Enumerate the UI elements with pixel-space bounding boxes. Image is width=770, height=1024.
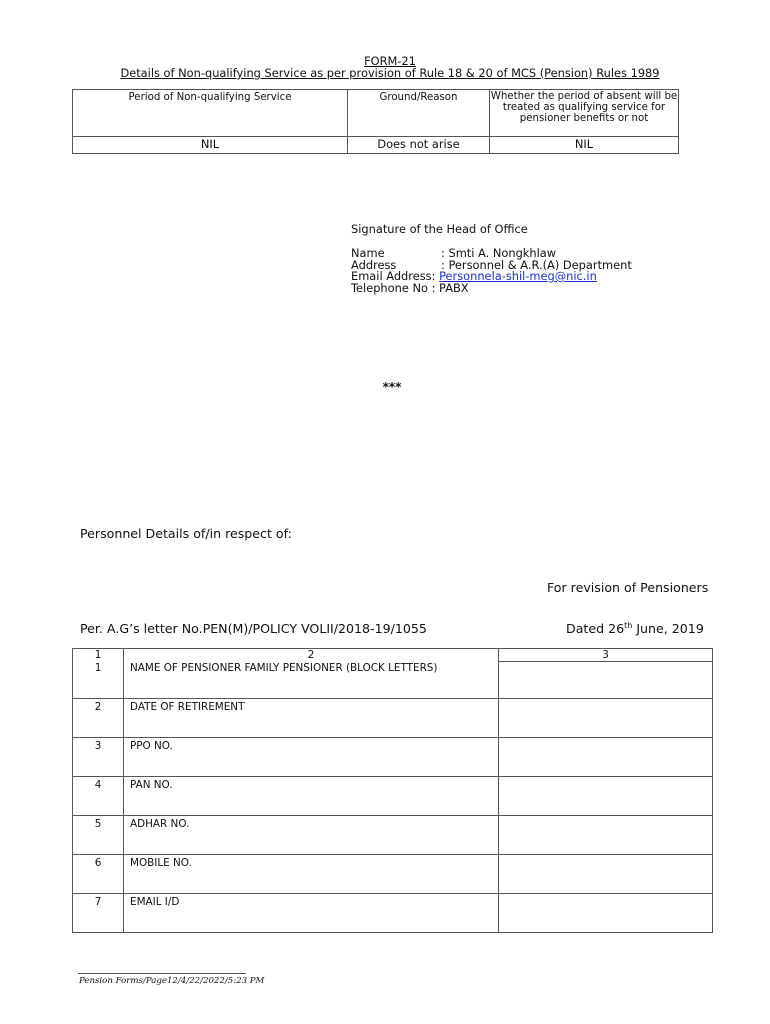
row-label: DATE OF RETIREMENT [124, 699, 499, 738]
email-label: Email Address: [351, 269, 436, 283]
row-number: 6 [73, 855, 124, 894]
column-number-1: 1 [73, 649, 124, 662]
row-label: PAN NO. [124, 777, 499, 816]
cell-period: NIL [73, 137, 348, 154]
row-label: NAME OF PENSIONER FAMILY PENSIONER (BLOCK LETTERS) [124, 662, 499, 699]
page-footer: Pension Forms/Page12/4/22/2022/5:23 PM [79, 976, 265, 986]
phone-label: Telephone No [351, 281, 428, 295]
purpose-text: For revision of Pensioners [547, 580, 709, 595]
footer-divider [78, 973, 246, 974]
row-number: 7 [73, 894, 124, 933]
non-qualifying-service-table [72, 89, 679, 154]
row-number: 5 [73, 816, 124, 855]
column-number-3: 3 [499, 649, 713, 662]
row-number: 1 [73, 662, 124, 699]
row-label: MOBILE NO. [124, 855, 499, 894]
cell-ground: Does not arise [348, 137, 490, 154]
column-header-ground: Ground/Reason [348, 90, 490, 137]
dated-text [566, 621, 704, 636]
table-header-row [73, 649, 713, 662]
section-separator: *** [382, 380, 402, 394]
row-value-field[interactable] [499, 816, 713, 855]
phone-line [351, 282, 469, 294]
address-label: Address [351, 258, 397, 272]
phone-value: : PABX [431, 281, 469, 295]
personnel-heading: Personnel Details of/in respect of: [80, 526, 292, 541]
table-row [73, 816, 713, 855]
table-row [73, 894, 713, 933]
dated-suffix: June, 2019 [632, 621, 704, 637]
table-row [73, 137, 679, 154]
row-value-field[interactable] [499, 777, 713, 816]
row-value-field[interactable] [499, 662, 713, 699]
column-header-period: Period of Non-qualifying Service [73, 90, 348, 137]
dated-sup: th [624, 621, 633, 630]
row-value-field[interactable] [499, 738, 713, 777]
table-row [73, 855, 713, 894]
name-label: Name [351, 246, 385, 260]
row-number: 3 [73, 738, 124, 777]
email-link[interactable]: Personnela-shil-meg@nic.in [439, 269, 597, 283]
table-row [73, 699, 713, 738]
row-number: 4 [73, 777, 124, 816]
row-value-field[interactable] [499, 699, 713, 738]
row-label: ADHAR NO. [124, 816, 499, 855]
table-header-row [73, 90, 679, 137]
table-row [73, 777, 713, 816]
personnel-details-table [72, 648, 713, 933]
column-header-qualifying: Whether the period of absent will be treated as qualifying service for pensioner benefits or not [490, 90, 679, 137]
row-label: EMAIL I/D [124, 894, 499, 933]
signature-title: Signature of the Head of Office [351, 222, 528, 236]
dated-prefix: Dated 26 [566, 621, 625, 637]
row-value-field[interactable] [499, 855, 713, 894]
form-subtitle: Details of Non-qualifying Service as per provision of Rule 18 & 20 of MCS (Pension) Rules 1989 [120, 66, 660, 80]
row-label: PPO NO. [124, 738, 499, 777]
form-title: FORM-21 [364, 54, 416, 68]
table-row [73, 738, 713, 777]
row-number: 2 [73, 699, 124, 738]
cell-qualifying: NIL [490, 137, 679, 154]
row-value-field[interactable] [499, 894, 713, 933]
name-value: : Smti A. Nongkhlaw [441, 246, 557, 260]
letter-reference: Per. A.G’s letter No.PEN(M)/POLICY VOLII/2018-19/1055 [80, 621, 427, 636]
address-value: : Personnel & A.R.(A) Department [441, 258, 632, 272]
table-row [73, 662, 713, 699]
column-number-2: 2 [124, 649, 499, 662]
